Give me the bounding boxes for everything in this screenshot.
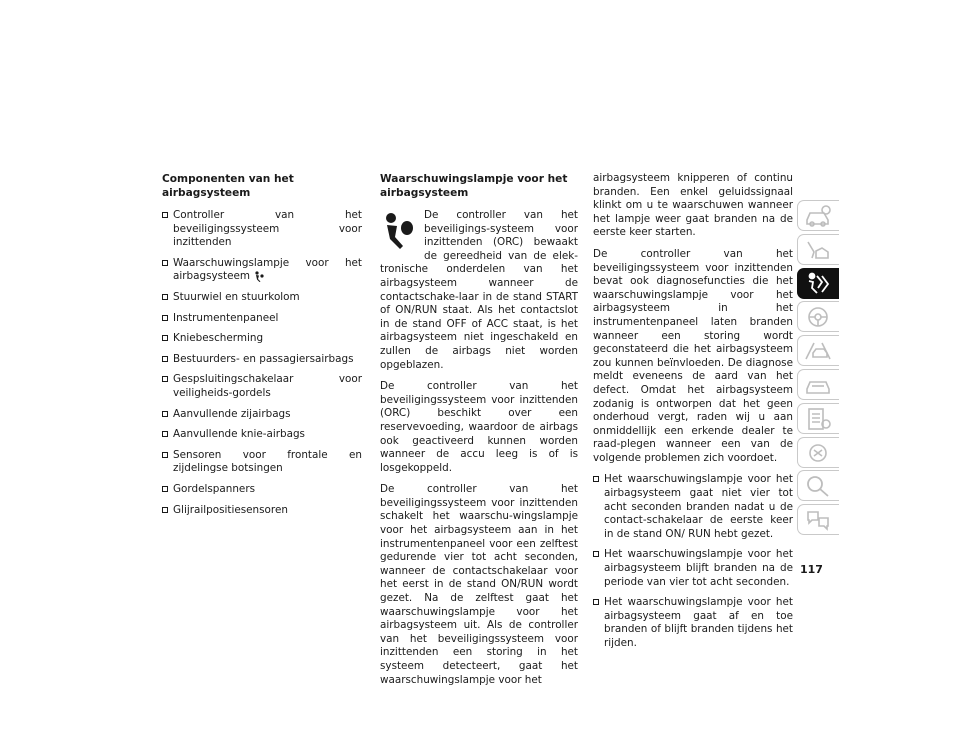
maintenance-list-icon [804,407,832,431]
tab-maintenance-list[interactable] [797,403,839,434]
warning-lamp-block [380,209,578,380]
tab-car-tools[interactable] [797,369,839,400]
tab-airbag-seat[interactable] [797,268,839,299]
list-item: Gespsluitingschakelaar voor veiligheids-gordels [162,373,362,400]
list-item: Glijrailpositiesensoren [162,504,362,518]
airbag-warning-icon [254,271,264,282]
multimedia-icon [804,441,832,465]
list-item: Aanvullende zijairbags [162,408,362,422]
paragraph: De controller van het beveiligingssysteem voor inzittenden schakelt het waarschu-wingslampje voor het airbagsysteem aan in het instrumentenpaneel voor een zelftest gedurende vier tot acht seconden, wanneer de contactschakelaar voor het eerst in de stand ON/RUN wordt gezet. Na de zelftest gaat het waarschuwingslampje voor het airbagsysteem uit. Als de controller van het beveiligingssysteem voor inzittenden een storing in het systeem detecteert, gaat het waarschuwingslampje voor het [380,483,578,686]
components-list [162,209,362,517]
list-item: Kniebescherming [162,332,362,346]
tab-car-info[interactable] [797,200,839,231]
tab-car-road[interactable] [797,335,839,366]
tab-multimedia[interactable] [797,437,839,468]
list-item: Instrumentenpaneel [162,312,362,326]
column-warning-lamp [380,172,578,695]
car-keys-icon [804,238,832,262]
list-item: Bestuurders- en passagiersairbags [162,353,362,367]
fault-list [593,473,793,650]
paragraph: airbagsysteem knipperen of continu branden. Een enkel geluidssignaal klinkt om u te waarschuwen wanneer het lampje weer gaat branden na de eerste keer starten. [593,172,793,239]
paragraph: De controller van het beveiligingssysteem voor inzittenden (ORC) beschikt over een reservevoeding, waardoor de airbags ook geactiveerd kunnen worden wanneer de accu leeg is of is losgekoppeld. [380,380,578,474]
list-item: Het waarschuwingslampje voor het airbagsysteem gaat niet vier tot acht seconden branden nadat u de contact-schakelaar de eerste keer in de stand ON/ RUN hebt gezet. [593,473,793,541]
list-item: Het waarschuwingslampje voor het airbagsysteem gaat af en toe branden of blijft branden tijdens het rijden. [593,596,793,650]
list-item: Controller van het beveiligingssysteem voor inzittenden [162,209,362,250]
list-item-text: Waarschuwingslampje voor het airbagsysteem [173,256,362,283]
section-heading-components: Componenten van het airbagsysteem [162,173,294,199]
list-item: Stuurwiel en stuurkolom [162,291,362,305]
tab-car-keys[interactable] [797,234,839,265]
tab-search[interactable] [797,470,839,501]
column-diagnostics [593,172,793,658]
airbag-seat-icon [804,272,832,296]
steering-wheel-icon [804,305,832,329]
tab-steering-wheel[interactable] [797,301,839,332]
airbag-warning-icon [382,211,416,251]
chapter-tabs [797,200,843,538]
column-components [162,172,362,524]
section-heading-warning-lamp: Waarschuwingslampje voor het airbagsysteem [380,173,568,199]
paragraph: De controller van het beveiligingssysteem voor inzittenden bevat ook diagnosefuncties die het waarschuwingslampje voor het airbagsysteem in het instrumentenpaneel laten branden wanneer een storing wordt geconstateerd die het airbagsysteem zou kunnen beïnvloeden. De diagnose meldt eveneens de aard van het defect. Omdat het airbagsysteem zodanig is ontworpen dat het geen onderhoud vergt, raden wij u aan onmiddellijk een erkende dealer te raad-plegen wanneer een van de volgende problemen zich voordoet. [593,247,793,464]
magnifier-icon [804,474,832,498]
car-tools-icon [804,373,832,397]
paragraph: De controller van het beveiligings-systeem voor inzittenden (ORC) bewaakt de gereedheid van de elek-tronische onderdelen van het airbagsysteem wanneer de contactschake-laar in de stand START of ON/RUN staat. Als het contactslot in de stand OFF of ACC staat, is het airbagsysteem niet ingeschakeld en zullen de airbags niet worden opgeblazen. [380,209,578,371]
list-item: Sensoren voor frontale en zijdelingse botsingen [162,449,362,476]
tab-languages[interactable] [797,504,839,535]
list-item: Aanvullende knie-airbags [162,428,362,442]
languages-icon [804,508,832,532]
car-road-icon [804,339,832,363]
list-item: Het waarschuwingslampje voor het airbagsysteem blijft branden na de periode van vier tot acht seconden. [593,548,793,589]
car-info-icon [804,204,832,228]
list-item [162,257,362,284]
list-item: Gordelspanners [162,483,362,497]
page-number: 117 [800,563,823,576]
